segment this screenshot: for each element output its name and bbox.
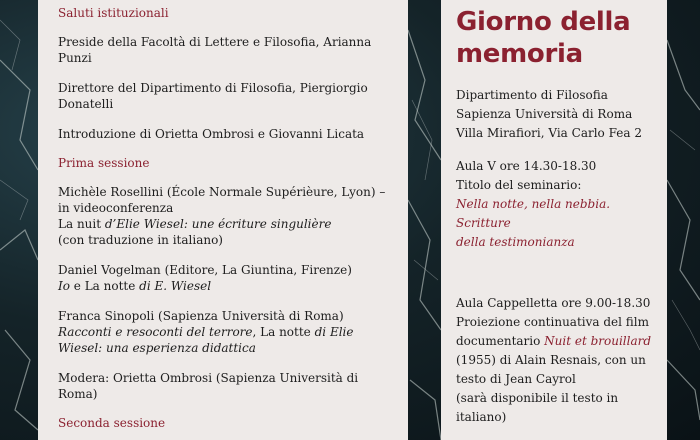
address-line: Dipartimento di Filosofia — [456, 88, 608, 102]
talk-speaker: Michèle Rosellini (École Normale Supérièure, Lyon) – in videoconferenza — [58, 185, 386, 215]
talk-sinopoli — [58, 308, 388, 356]
event-title-line2: memoria — [456, 39, 583, 69]
seminar-room: Aula V ore 14.30-18.30 — [456, 159, 597, 173]
seminar-info — [456, 157, 667, 252]
talk-title-c: di Elie Wiesel: una esperienza didattica — [58, 325, 354, 355]
event-title-line1: Giorno della — [456, 7, 631, 37]
talk-title-a: Io — [58, 279, 70, 293]
moderator: Modera: Orietta Ombrosi (Sapienza Università di Roma) — [58, 371, 359, 401]
projection-prefix: documentario — [456, 334, 545, 348]
talk-vogelman — [58, 262, 388, 294]
talk-title-b: e La notte — [69, 279, 140, 293]
projection-line: testo di Jean Cayrol — [456, 372, 576, 386]
projection-line: (sarà disponibile il testo in — [456, 391, 619, 405]
talk-title-a: Racconti e resoconti del terrore — [58, 325, 253, 339]
talk-title-c: di E. Wiesel — [139, 279, 212, 293]
projection-line: italiano) — [456, 410, 507, 424]
talk-title-prefix: La nuit — [58, 217, 105, 231]
section-heading-saluti: Saluti istituzionali — [58, 6, 169, 20]
address-line: Villa Mirafiori, Via Carlo Fea 2 — [456, 126, 642, 140]
section-heading-seconda: Seconda sessione — [58, 416, 166, 430]
talk-speaker: Franca Sinopoli (Sapienza Università di Roma) — [58, 309, 344, 323]
program-item: Direttore del Dipartimento di Filosofia, Piergiorgio Donatelli — [58, 81, 368, 111]
info-panel — [441, 0, 667, 440]
section-heading-prima: Prima sessione — [58, 156, 150, 170]
spacer — [456, 266, 667, 294]
program-panel — [38, 0, 408, 440]
talk-title: d’Elie Wiesel: une écriture singulière — [104, 217, 332, 231]
address-line: Sapienza Università di Roma — [456, 107, 633, 121]
projection-line: Proiezione continuativa del film — [456, 315, 650, 329]
program-item: Introduzione di Orietta Ombrosi e Giovanni Licata — [58, 127, 365, 141]
projection-info — [456, 294, 667, 427]
talk-note: (con traduzione in italiano) — [58, 233, 223, 247]
seminar-title-line1: Nella notte, nella nebbia. Scritture — [456, 197, 611, 230]
projection-line: (1955) di Alain Resnais, con un — [456, 353, 646, 367]
talk-title-b: , La notte — [252, 325, 315, 339]
talk-speaker: Daniel Vogelman (Editore, La Giuntina, Firenze) — [58, 263, 352, 277]
venue-address — [456, 86, 667, 143]
film-title: Nuit et brouillard — [544, 334, 652, 348]
seminar-title-line2: della testimonianza — [456, 235, 575, 249]
projection-room: Aula Cappelletta ore 9.00-18.30 — [456, 296, 651, 310]
projection-line — [456, 332, 667, 351]
talk-rosellini — [58, 184, 388, 248]
seminar-label: Titolo del seminario: — [456, 178, 582, 192]
program-item: Preside della Facoltà di Lettere e Filosofia, Arianna Punzi — [58, 35, 372, 65]
event-title — [456, 6, 667, 70]
